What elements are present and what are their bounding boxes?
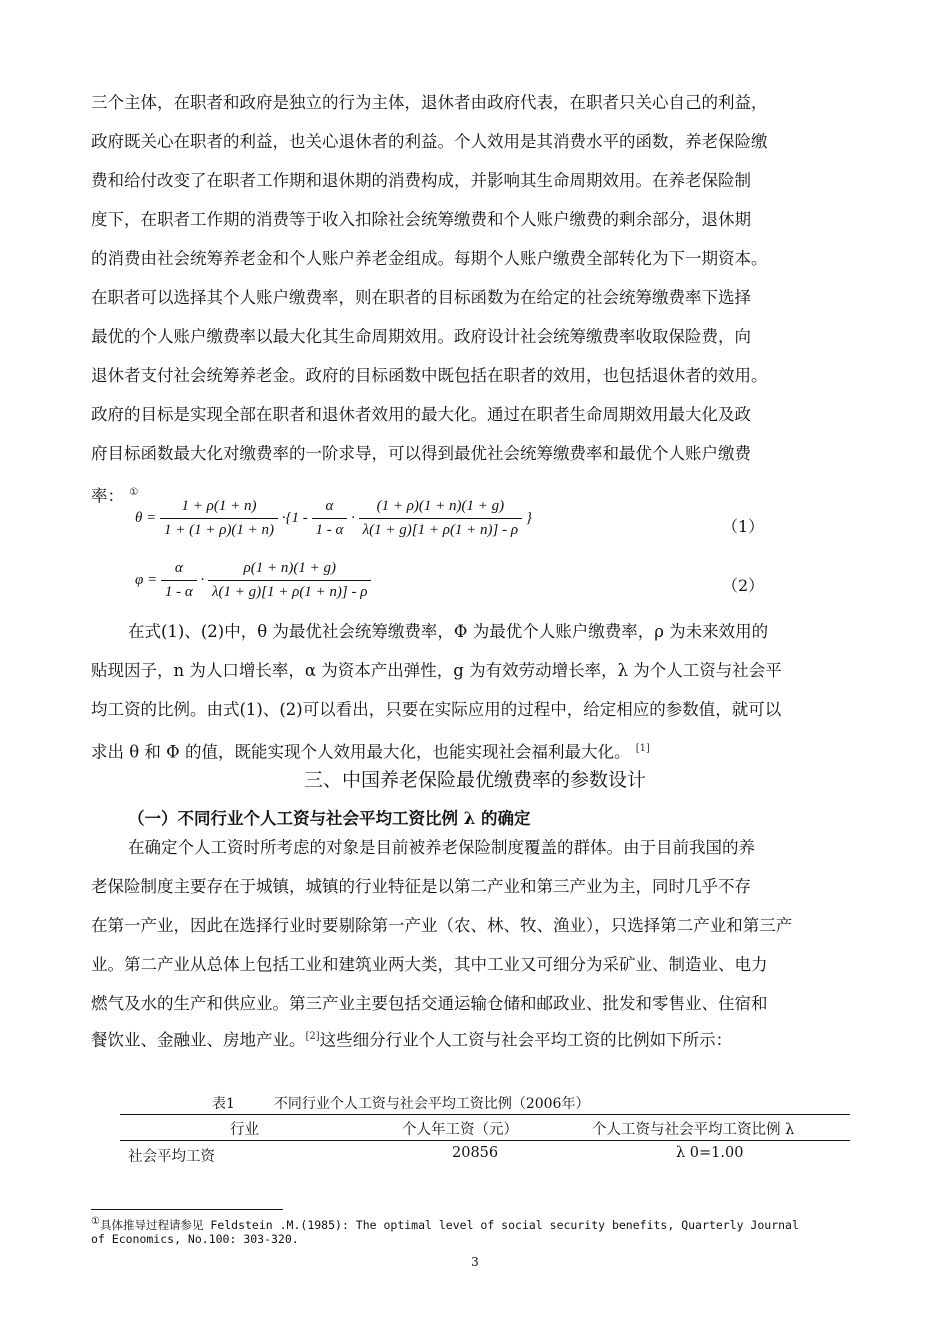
eq1-lhs: θ = (135, 509, 157, 526)
reference-1[interactable]: [1] (635, 743, 650, 754)
text-line: 在确定个人工资时所考虑的对象是目前被养老保险制度覆盖的群体。由于目前我国的养 (128, 838, 755, 857)
table-header-cell: 行业 (230, 1122, 259, 1138)
eq2-lhs: φ = (135, 571, 158, 588)
eq2-fraction-1 (161, 560, 197, 601)
eq1-f2-numerator: α (312, 498, 348, 519)
text-line: 业。第二产业从总体上包括工业和建筑业两大类，其中工业又可细分为采矿业、制造业、电力 (91, 955, 768, 974)
reference-2[interactable]: [2] (305, 1031, 320, 1042)
table-header-rule (120, 1140, 850, 1141)
text-line: 均工资的比例。由式(1)、(2)可以看出，只要在实际应用的过程中，给定相应的参数值，就可以 (91, 700, 782, 719)
text-line (91, 1026, 732, 1052)
text-line: 老保险制度主要存在于城镇，城镇的行业特征是以第二产业和第三产业为主，同时几乎不存 (91, 877, 751, 896)
eq1-close: } (525, 509, 532, 526)
text-fragment: 餐饮业、金融业、房地产业。 (91, 1030, 306, 1050)
eq1-f3-denominator: λ(1 + g)[1 + ρ(1 + n)] - ρ (362, 522, 519, 538)
text-line: 在第一产业，因此在选择行业时要剔除第一产业（农、林、牧、渔业），只选择第二产业和第三产 (91, 916, 793, 935)
eq1-f2-denominator: 1 - α (315, 522, 344, 538)
text-line: 的消费由社会统筹养老金和个人账户养老金组成。每期个人账户缴费全部转化为下一期资本。 (91, 249, 768, 268)
text-line: 退休者支付社会统筹养老金。政府的目标函数中既包括在职者的效用，也包括退休者的效用。 (91, 366, 768, 385)
footnote-line: of Economics, No.100: 303-320. (91, 1232, 299, 1246)
table-cell: 社会平均工资 (128, 1149, 215, 1165)
table-header-cell: 个人工资与社会平均工资比例 λ (592, 1122, 795, 1138)
footnote-marker: ① (91, 1216, 100, 1227)
eq2-f1-numerator: α (161, 560, 197, 581)
equation-1 (135, 498, 532, 539)
eq2-dot: · (200, 571, 205, 588)
eq1-mid: ·{1 - (281, 509, 308, 526)
text-line: 度下，在职者工作期的消费等于收入扣除社会统筹缴费和个人账户缴费的剩余部分，退休期 (91, 210, 751, 229)
equation-2 (135, 560, 371, 601)
eq1-fraction-3 (359, 498, 522, 539)
eq2-fraction-2 (208, 560, 371, 601)
text-line: 在职者可以选择其个人账户缴费率，则在职者的目标函数为在给定的社会统筹缴费率下选择 (91, 288, 751, 307)
text-line: 费和给付改变了在职者工作期和退休期的消费构成，并影响其生命周期效用。在养老保险制 (91, 171, 751, 190)
text-fragment: 率： (91, 486, 124, 506)
eq2-f2-numerator: ρ(1 + n)(1 + g) (208, 560, 371, 581)
footnote-rule (91, 1209, 283, 1210)
eq2-f2-denominator: λ(1 + g)[1 + ρ(1 + n)] - ρ (212, 584, 368, 600)
text-line (91, 482, 138, 508)
table-cell: λ 0=1.00 (676, 1145, 744, 1161)
page-number: 3 (471, 1255, 479, 1269)
subsection-heading: （一）不同行业个人工资与社会平均工资比例 λ 的确定 (128, 809, 531, 828)
equation-2-number: （2） (722, 576, 765, 595)
text-line: 贴现因子，n 为人口增长率，α 为资本产出弹性，g 为有效劳动增长率，λ 为个人工资与社会平 (91, 661, 782, 680)
section-heading: 三、中国养老保险最优缴费率的参数设计 (303, 769, 646, 791)
footnote-marker[interactable]: ① (129, 487, 139, 498)
eq1-fraction-2 (312, 498, 348, 539)
table-cell: 20856 (452, 1145, 499, 1161)
text-line: 最优的个人账户缴费率以最大化其生命周期效用。政府设计社会统筹缴费率收取保险费，向 (91, 327, 751, 346)
eq2-f1-denominator: 1 - α (164, 584, 193, 600)
text-fragment: 求出 θ 和 Φ 的值，既能实现个人效用最大化，也能实现社会福利最大化。 (91, 742, 631, 762)
text-line (91, 738, 650, 764)
eq1-dot: · (351, 509, 355, 526)
text-line: 燃气及水的生产和供应业。第三产业主要包括交通运输仓储和邮政业、批发和零售业、住宿和 (91, 994, 768, 1013)
text-fragment: 这些细分行业个人工资与社会平均工资的比例如下所示： (319, 1030, 733, 1050)
table-caption (212, 1093, 589, 1113)
text-line: 府目标函数最大化对缴费率的一阶求导，可以得到最优社会统筹缴费率和最优个人账户缴费 (91, 444, 751, 463)
footnote-line (91, 1216, 799, 1233)
text-line: 在式(1)、(2)中，θ 为最优社会统筹缴费率，Φ 为最优个人账户缴费率，ρ 为未来效用的 (128, 622, 769, 641)
eq1-f3-numerator: (1 + ρ)(1 + n)(1 + g) (359, 498, 522, 519)
text-line: 政府的目标是实现全部在职者和退休者效用的最大化。通过在职者生命周期效用最大化及政 (91, 405, 751, 424)
text-line: 政府既关心在职者的利益，也关心退休者的利益。个人效用是其消费水平的函数，养老保险缴 (91, 132, 768, 151)
eq1-fraction-1 (160, 498, 278, 539)
eq1-f1-numerator: 1 + ρ(1 + n) (160, 498, 278, 519)
table-label: 表1 (212, 1096, 235, 1112)
footnote-text: 具体推导过程请参见 Feldstein .M.(1985): The optimal level of social security benefits, Quarterly Journal (99, 1217, 799, 1232)
equation-1-number: （1） (722, 517, 765, 536)
table-title: 不同行业个人工资与社会平均工资比例（2006年） (273, 1096, 590, 1112)
table-header-cell: 个人年工资（元） (402, 1122, 518, 1138)
eq1-f1-denominator: 1 + (1 + ρ)(1 + n) (164, 522, 275, 538)
table-top-rule (120, 1114, 850, 1115)
text-line: 三个主体，在职者和政府是独立的行为主体，退休者由政府代表，在职者只关心自己的利益， (91, 93, 768, 112)
